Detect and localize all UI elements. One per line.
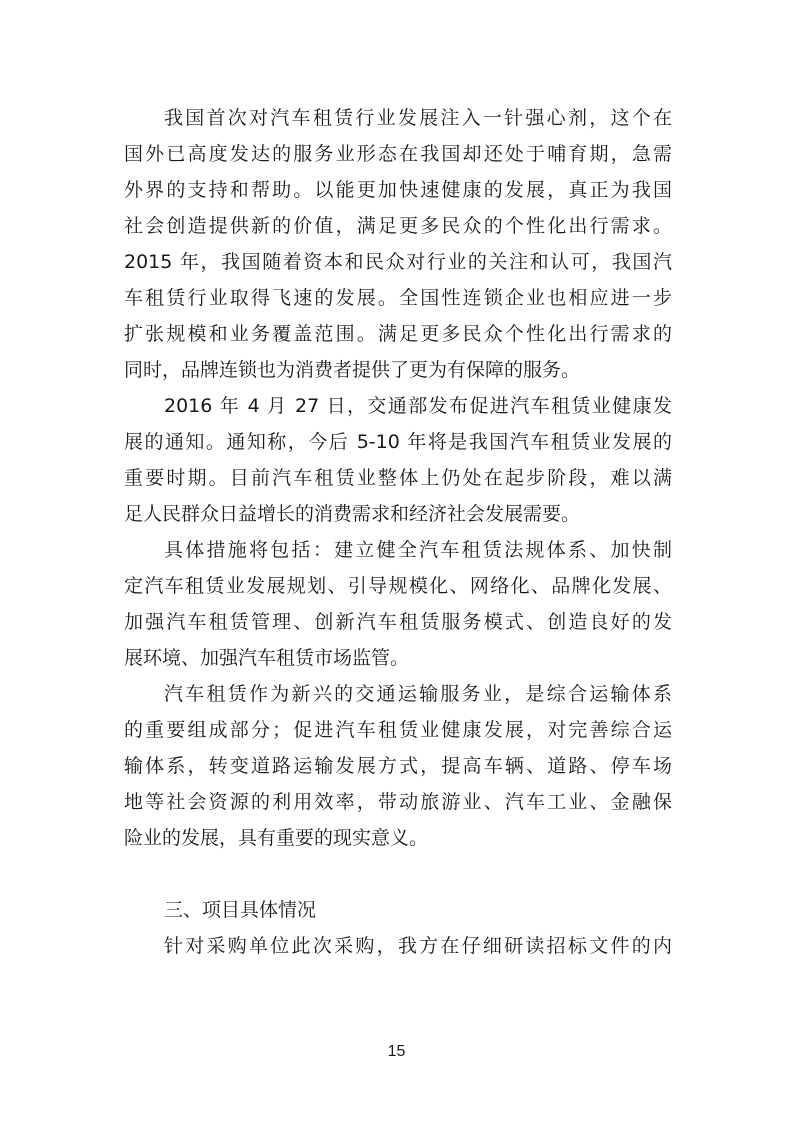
text-line: 地等社会资源的利用效率，带动旅游业、汽车工业、金融保 <box>124 791 672 813</box>
text-line: 的重要组成部分；促进汽车租赁业健康发展，对完善综合运 <box>124 719 672 741</box>
paragraph-spacer <box>124 856 672 892</box>
text-line: 外界的支持和帮助。以能更加快速健康的发展，真正为我国 <box>124 179 672 201</box>
text-line: 针对采购单位此次采购，我方在仔细研读招标文件的内 <box>164 935 672 957</box>
text-line: 输体系，转变道路运输发展方式，提高车辆、道路、停车场 <box>124 755 672 777</box>
text-line: 2015 年，我国随着资本和民众对行业的关注和认可，我国汽 <box>124 251 672 273</box>
document-body <box>124 100 672 964</box>
text-line: 国外已高度发达的服务业形态在我国却还处于哺育期，急需 <box>124 143 672 165</box>
text-line: 2016 年 4 月 27 日，交通部发布促进汽车租赁业健康发 <box>164 395 672 417</box>
text-line: 具体措施将包括：建立健全汽车租赁法规体系、加快制 <box>164 539 672 561</box>
text-line: 车租赁行业取得飞速的发展。全国性连锁企业也相应进一步 <box>124 287 672 309</box>
section-heading: 三、项目具体情况 <box>164 899 317 921</box>
paragraph <box>124 532 672 676</box>
text-line: 加强汽车租赁管理、创新汽车租赁服务模式、创造良好的发 <box>124 611 672 633</box>
paragraph <box>124 676 672 856</box>
text-line: 定汽车租赁业发展规划、引导规模化、网络化、品牌化发展、 <box>124 575 672 597</box>
text-line: 扩张规模和业务覆盖范围。满足更多民众个性化出行需求的 <box>124 323 672 345</box>
paragraph <box>124 100 672 388</box>
text-line: 汽车租赁作为新兴的交通运输服务业，是综合运输体系 <box>164 683 672 705</box>
paragraph <box>124 388 672 532</box>
text-line: 展的通知。通知称，今后 5-10 年将是我国汽车租赁业发展的 <box>124 431 672 453</box>
text-line: 重要时期。目前汽车租赁业整体上仍处在起步阶段，难以满 <box>124 467 672 489</box>
paragraph <box>124 928 672 964</box>
text-line: 同时，品牌连锁也为消费者提供了更为有保障的服务。 <box>124 359 581 381</box>
text-line: 我国首次对汽车租赁行业发展注入一针强心剂，这个在 <box>164 107 672 129</box>
text-line: 险业的发展，具有重要的现实意义。 <box>124 827 429 849</box>
text-line: 足人民群众日益增长的消费需求和经济社会发展需要。 <box>124 503 581 525</box>
page-number: 15 <box>387 1043 406 1060</box>
text-line: 社会创造提供新的价值，满足更多民众的个性化出行需求。 <box>124 215 672 237</box>
text-line: 展环境、加强汽车租赁市场监管。 <box>124 647 410 669</box>
